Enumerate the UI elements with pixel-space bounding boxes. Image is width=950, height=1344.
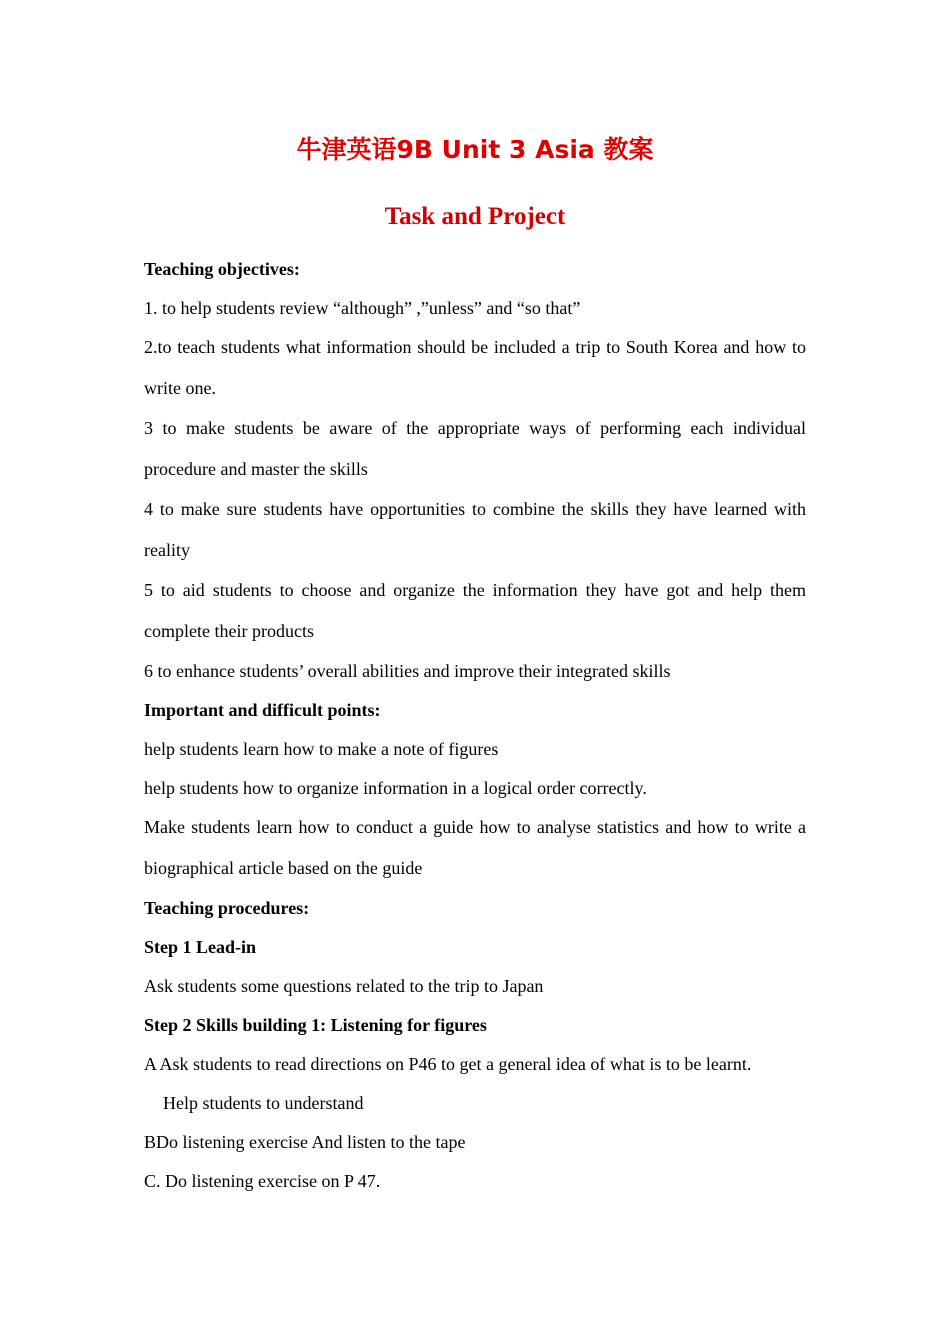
point-item: help students how to organize information in a logical order correctly. xyxy=(144,778,647,798)
document-body xyxy=(144,258,806,1209)
points-heading: Important and difficult points: xyxy=(144,700,381,720)
objective-item: 3 to make students be aware of the appropriate ways of performing each individual procedure and master the skills xyxy=(144,418,806,479)
step1-text: Ask students some questions related to the trip to Japan xyxy=(144,976,544,996)
step2-heading: Step 2 Skills building 1: Listening for figures xyxy=(144,1015,487,1035)
document-subtitle: Task and Project xyxy=(384,203,566,230)
procedures-heading: Teaching procedures: xyxy=(144,898,310,918)
objective-item: 4 to make sure students have opportunities to combine the skills they have learned with reality xyxy=(144,499,806,560)
step2-item: Help students to understand xyxy=(163,1093,364,1113)
step2-item: C. Do listening exercise on P 47. xyxy=(144,1171,381,1191)
objective-item: 5 to aid students to choose and organize the information they have got and help them complete their products xyxy=(144,580,806,641)
document-title: 牛津英语9B Unit 3 Asia 教案 xyxy=(296,135,654,164)
point-item: help students learn how to make a note of figures xyxy=(144,739,499,759)
objective-item: 6 to enhance students’ overall abilities and improve their integrated skills xyxy=(144,661,671,681)
objective-item: 1. to help students review “although” ,”unless” and “so that” xyxy=(144,298,581,318)
point-item: Make students learn how to conduct a guide how to analyse statistics and how to write a biographical article based on the guide xyxy=(144,817,806,878)
step1-heading: Step 1 Lead-in xyxy=(144,937,257,957)
objective-item: 2.to teach students what information should be included a trip to South Korea and how to write one. xyxy=(144,337,806,398)
step2-item: BDo listening exercise And listen to the tape xyxy=(144,1132,466,1152)
objectives-heading: Teaching objectives: xyxy=(144,259,300,279)
step2-item: A Ask students to read directions on P46 to get a general idea of what is to be learnt. xyxy=(144,1054,752,1074)
